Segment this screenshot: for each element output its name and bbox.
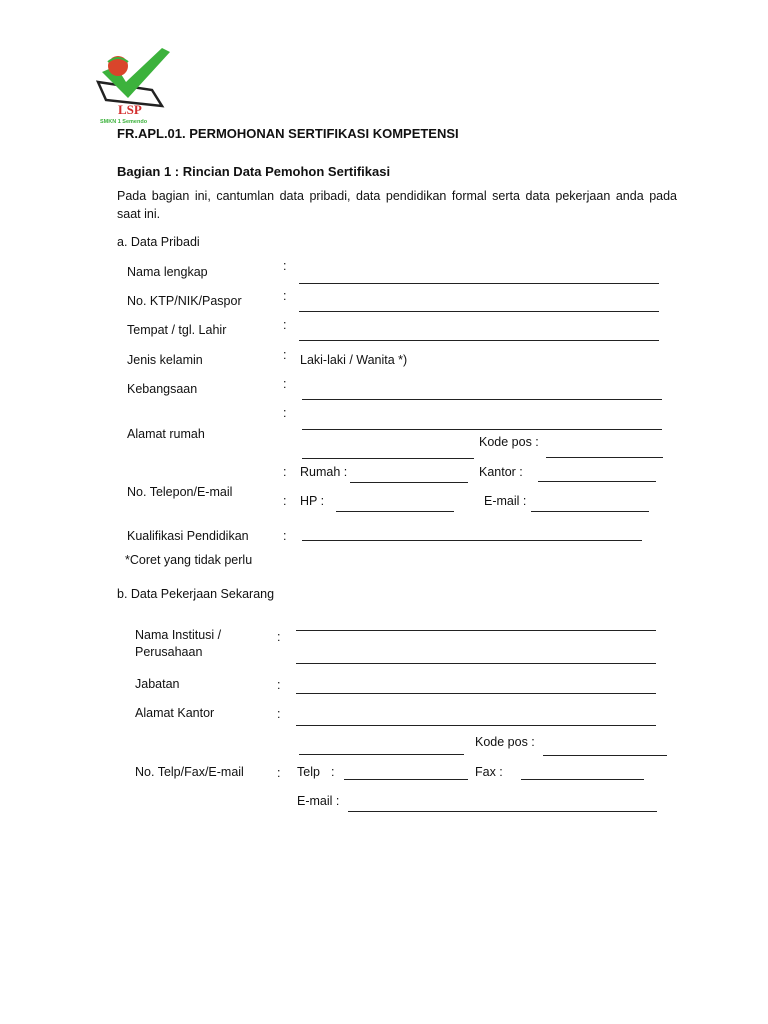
email-label: E-mail : [484,494,527,508]
hp-field[interactable] [336,511,454,512]
office-address-label: Alamat Kantor [135,706,215,720]
home-postcode-field[interactable] [546,457,663,458]
gender-label: Jenis kelamin [127,353,203,367]
office-address-field-line1[interactable] [296,725,656,726]
office-postcode-label: Kode pos : [475,735,535,749]
svg-text:SMKN 1 Semendo: SMKN 1 Semendo [100,119,148,125]
id-label: No. KTP/NIK/Paspor [127,294,242,308]
address-field-line1[interactable] [302,429,662,430]
phone-colon-1: : [283,465,287,479]
hp-label: HP : [300,494,325,508]
nationality-label: Kebangsaan [127,382,198,396]
name-label: Nama lengkap [127,265,208,279]
birth-colon: : [283,318,287,332]
position-field[interactable] [296,693,656,694]
position-label: Jabatan [135,677,180,691]
part1-title: Bagian 1 : Rincian Data Pemohon Sertifikasi [117,164,391,179]
fax-label: Fax : [475,765,503,779]
telp-colon: : [331,765,335,779]
education-colon: : [283,529,287,543]
office-postcode-field[interactable] [543,755,667,756]
work-email-field[interactable] [348,811,657,812]
education-label: Kualifikasi Pendidikan [127,529,249,543]
office-phone-label: Kantor : [479,465,523,479]
name-field[interactable] [299,283,659,284]
office-phone-field[interactable] [538,481,656,482]
birth-field[interactable] [299,340,659,341]
section-b-heading: b. Data Pekerjaan Sekarang [117,587,275,601]
id-field[interactable] [299,311,659,312]
email-field[interactable] [531,511,649,512]
telp-label: Telp [297,765,320,779]
section-a-heading: a. Data Pribadi [117,235,200,249]
education-field[interactable] [302,540,642,541]
address-colon: : [283,406,287,420]
svg-text:LSP: LSP [118,102,142,117]
footnote: *Coret yang tidak perlu [125,553,253,567]
document-title: FR.APL.01. PERMOHONAN SERTIFIKASI KOMPETENSI [117,126,459,141]
id-colon: : [283,289,287,303]
institution-field-line2[interactable] [296,663,656,664]
office-address-colon: : [277,707,281,721]
home-phone-label: Rumah : [300,465,348,479]
nationality-field[interactable] [302,399,662,400]
telp-field[interactable] [344,779,468,780]
contact-label: No. Telp/Fax/E-mail [135,765,244,779]
gender-options[interactable]: Laki-laki / Wanita *) [300,353,408,367]
phone-colon-2: : [283,494,287,508]
contact-colon: : [277,766,281,780]
gender-colon: : [283,348,287,362]
fax-field[interactable] [521,779,644,780]
office-address-field-line2[interactable] [299,754,464,755]
home-postcode-label: Kode pos : [479,435,539,449]
name-colon: : [283,259,287,273]
birth-label: Tempat / tgl. Lahir [127,323,227,337]
address-field-line2[interactable] [302,458,474,459]
institution-colon: : [277,630,281,644]
checkmark-logo-icon [92,42,176,126]
nationality-colon: : [283,377,287,391]
institution-label-1: Nama Institusi / [135,628,222,642]
lsp-logo [92,42,176,126]
phone-label: No. Telepon/E-mail [127,485,233,499]
home-phone-field[interactable] [350,482,468,483]
address-label: Alamat rumah [127,427,205,441]
work-email-label: E-mail : [297,794,340,808]
position-colon: : [277,678,281,692]
institution-field-line1[interactable] [296,630,656,631]
part1-intro: Pada bagian ini, cantumlan data pribadi, data pendidikan formal serta data pekerjaan anda pada saat ini. [117,189,677,221]
institution-label-2: Perusahaan [135,645,203,659]
